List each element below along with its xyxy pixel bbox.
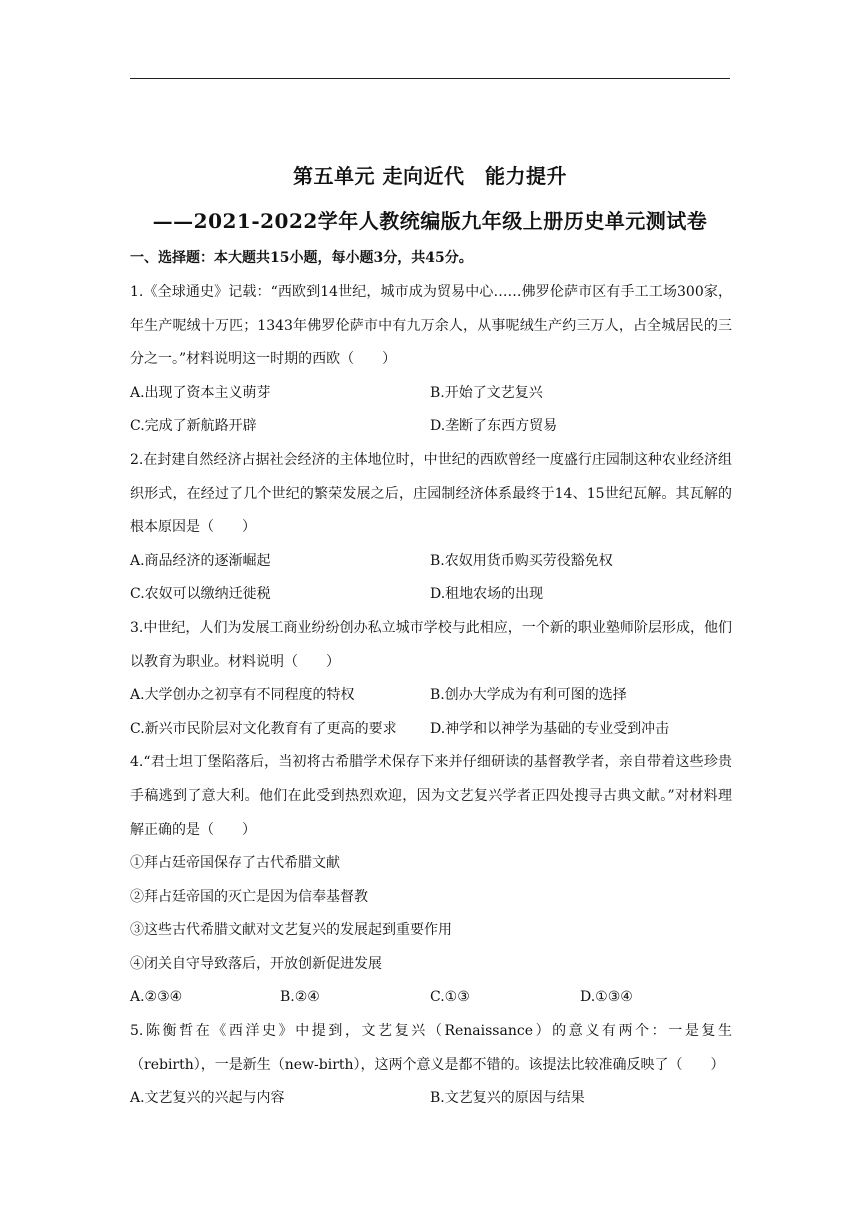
option-a: A.出现了资本主义萌芽 (130, 384, 271, 401)
option-b: B.文艺复兴的原因与结果 (430, 1090, 585, 1107)
option-row (130, 410, 732, 444)
question-list (130, 276, 732, 1116)
statement-item: ①拜占廷帝国保存了古代希腊文献 (130, 855, 340, 872)
statement-list (130, 847, 732, 981)
question-stem: 5.陈衡哲在《西洋史》中提到，文艺复兴（Renaissance）的意义有两个：一是复生（rebirth），一是新生（new-birth），这两个意义是都不错的。该提法比较准确反映了（ ） (130, 1023, 732, 1073)
option-d: D.①③④ (580, 989, 633, 1006)
question-stem: 4.“君士坦丁堡陷落后，当初将古希腊学术保存下来并仔细研读的基督教学者，亲自带着这些珍贵手稿逃到了意大利。他们在此受到热烈欢迎，因为文艺复兴学者正四处搜寻古典文献。”对材料理解正确的是（ ） (130, 754, 732, 838)
question-stem: 3.中世纪，人们为发展工商业纷纷创办私立城市学校与此相应，一个新的职业塾师阶层形成，他们以教育为职业。材料说明（ ） (130, 619, 732, 670)
statement-item: ②拜占廷帝国的灭亡是因为信奉基督教 (130, 888, 368, 905)
option-a: A.文艺复兴的兴起与内容 (130, 1090, 285, 1107)
option-d: D.神学和以神学为基础的专业受到冲击 (430, 720, 670, 737)
option-d: D.垄断了东西方贸易 (430, 418, 558, 435)
question-4 (130, 746, 732, 1015)
statement-item: ④闭关自守导致落后，开放创新促进发展 (130, 955, 382, 972)
option-row (130, 1082, 732, 1116)
option-c: C.农奴可以缴纳迁徙税 (130, 586, 271, 603)
option-b: B.②④ (280, 989, 320, 1006)
option-c: C.①③ (430, 989, 470, 1006)
question-1 (130, 276, 732, 444)
option-row (130, 545, 732, 579)
question-5 (130, 1015, 732, 1116)
question-stem: 2.在封建自然经济占据社会经济的主体地位时，中世纪的西欧曾经一度盛行庄园制这种农业经济组织形式，在经过了几个世纪的繁荣发展之后，庄园制经济体系最终于14、15世纪瓦解。其瓦解的根本原因是（ ） (130, 451, 732, 536)
option-c: C.完成了新航路开辟 (130, 418, 257, 435)
header-rule (130, 78, 730, 79)
option-a: A.②③④ (130, 989, 183, 1006)
option-a: A.商品经济的逐渐崛起 (130, 552, 271, 569)
option-b: B.创办大学成为有利可图的选择 (430, 687, 627, 704)
question-3 (130, 612, 732, 746)
option-c: C.新兴市民阶层对文化教育有了更高的要求 (130, 720, 397, 737)
option-d: D.租地农场的出现 (430, 586, 544, 603)
statement-item: ③这些古代希腊文献对文艺复兴的发展起到重要作用 (130, 922, 452, 939)
option-a: A.大学创办之初享有不同程度的特权 (130, 687, 355, 704)
option-b: B.开始了文艺复兴 (430, 384, 543, 401)
option-row (130, 578, 732, 612)
question-2 (130, 444, 732, 612)
option-b: B.农奴用货币购买劳役豁免权 (430, 552, 613, 569)
option-row (130, 981, 732, 1015)
section-heading: 一、选择题：本大题共15小题，每小题3分，共45分。 (130, 250, 473, 266)
option-row (130, 377, 732, 411)
page-title: 第五单元 走向近代 能力提升 (293, 164, 567, 188)
page-subtitle: ——2021-2022学年人教统编版九年级上册历史单元测试卷 (152, 209, 708, 233)
option-row (130, 679, 732, 713)
option-row (130, 713, 732, 747)
question-stem: 1.《全球通史》记载：“西欧到14世纪，城市成为贸易中心……佛罗伦萨市区有手工工场300家，年生产呢绒十万匹；1343年佛罗伦萨市中有九万余人，从事呢绒生产约三万人，占全城居民的三分之一。”材料说明这一时期的西欧（ ） (130, 284, 732, 368)
